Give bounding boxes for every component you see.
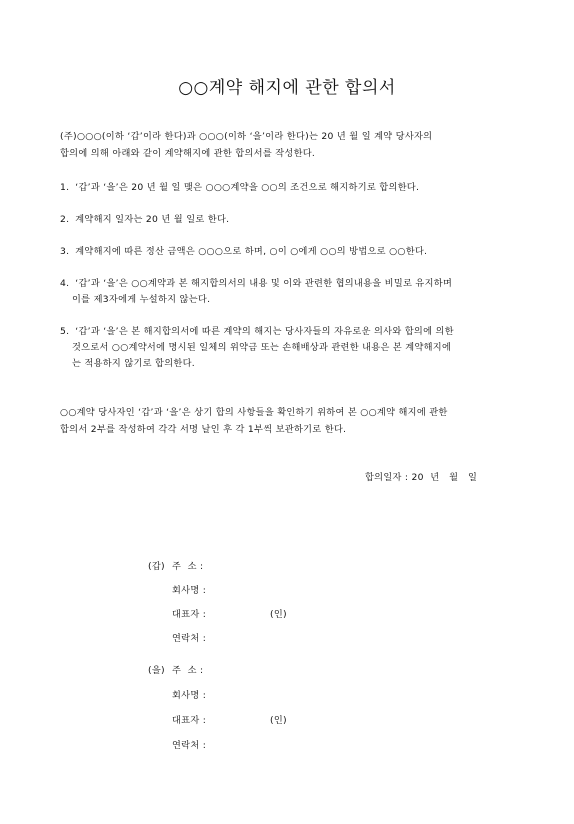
clause-text-cont: 이를 제3자에게 누설하지 않는다. <box>72 294 211 305</box>
intro-line-2: 합의에 의해 아래와 같이 계약해지에 관한 합의서를 작성한다. <box>60 148 316 159</box>
address-label: 주 소 : <box>172 665 204 676</box>
seal-mark: (인) <box>270 609 287 620</box>
representative-label: 대표자 : <box>172 609 207 620</box>
party-label: (을) <box>148 665 165 676</box>
clause-number: 5. <box>60 326 70 337</box>
clause-number: 4. <box>60 278 70 289</box>
clause-text-cont: 는 적용하지 않기로 합의한다. <box>72 358 195 369</box>
company-label: 회사명 : <box>172 585 207 596</box>
closing-line-1: ○○계약 당사자인 ‘갑’과 ‘을’은 상기 합의 사항들을 확인하기 위하여 본 ○○계약 해지에 관한 <box>60 407 448 418</box>
clause-number: 3. <box>60 246 70 257</box>
document-title: ○○계약 해지에 관한 합의서 <box>178 78 396 98</box>
contact-label: 연락처 : <box>172 740 207 751</box>
closing-paragraph <box>60 404 520 438</box>
closing-line-2: 합의서 2부를 작성하여 각각 서명 날인 후 각 1부씩 보관하기로 한다. <box>60 424 347 435</box>
clause-text: ‘갑’과 ‘을’은 20 년 월 일 맺은 ○○○계약을 ○○의 조건으로 해지하기로 합의한다. <box>75 182 420 193</box>
clause-4 <box>60 276 520 308</box>
agreement-date: 합의일자 : 20 년 월 일 <box>365 472 478 483</box>
party-label: (갑) <box>148 561 165 572</box>
contact-label: 연락처 : <box>172 633 207 644</box>
clause-text: 계약해지 일자는 20 년 월 일로 한다. <box>75 214 230 225</box>
clause-1 <box>60 180 520 196</box>
intro-paragraph <box>60 128 520 162</box>
clause-3 <box>60 244 520 260</box>
clause-number: 1. <box>60 182 70 193</box>
representative-label: 대표자 : <box>172 715 207 726</box>
clause-text-cont: 것으로서 ○○계약서에 명시된 일체의 위약금 또는 손해배상과 관련한 내용은 본 계약해지에 <box>72 342 452 353</box>
company-label: 회사명 : <box>172 690 207 701</box>
clause-2 <box>60 212 520 228</box>
address-label: 주 소 : <box>172 561 204 572</box>
intro-line-1: (주)○○○(이하 ‘갑’이라 한다)과 ○○○(이하 ‘을’이라 한다)는 20 년 월 일 계약 당사자의 <box>60 131 433 142</box>
clause-text: ‘갑’과 ‘을’은 ○○계약과 본 해지합의서의 내용 및 이와 관련한 협의내용을 비밀로 유지하며 <box>75 278 453 289</box>
clause-5 <box>60 324 520 372</box>
seal-mark: (인) <box>270 715 287 726</box>
clause-text: ‘갑’과 ‘을’은 본 해지합의서에 따른 계약의 해지는 당사자들의 자유로운 의사와 합의에 의한 <box>75 326 454 337</box>
clause-number: 2. <box>60 214 70 225</box>
clause-text: 계약해지에 따른 정산 금액은 ○○○으로 하며, ○이 ○에게 ○○의 방법으로 ○○한다. <box>75 246 428 257</box>
